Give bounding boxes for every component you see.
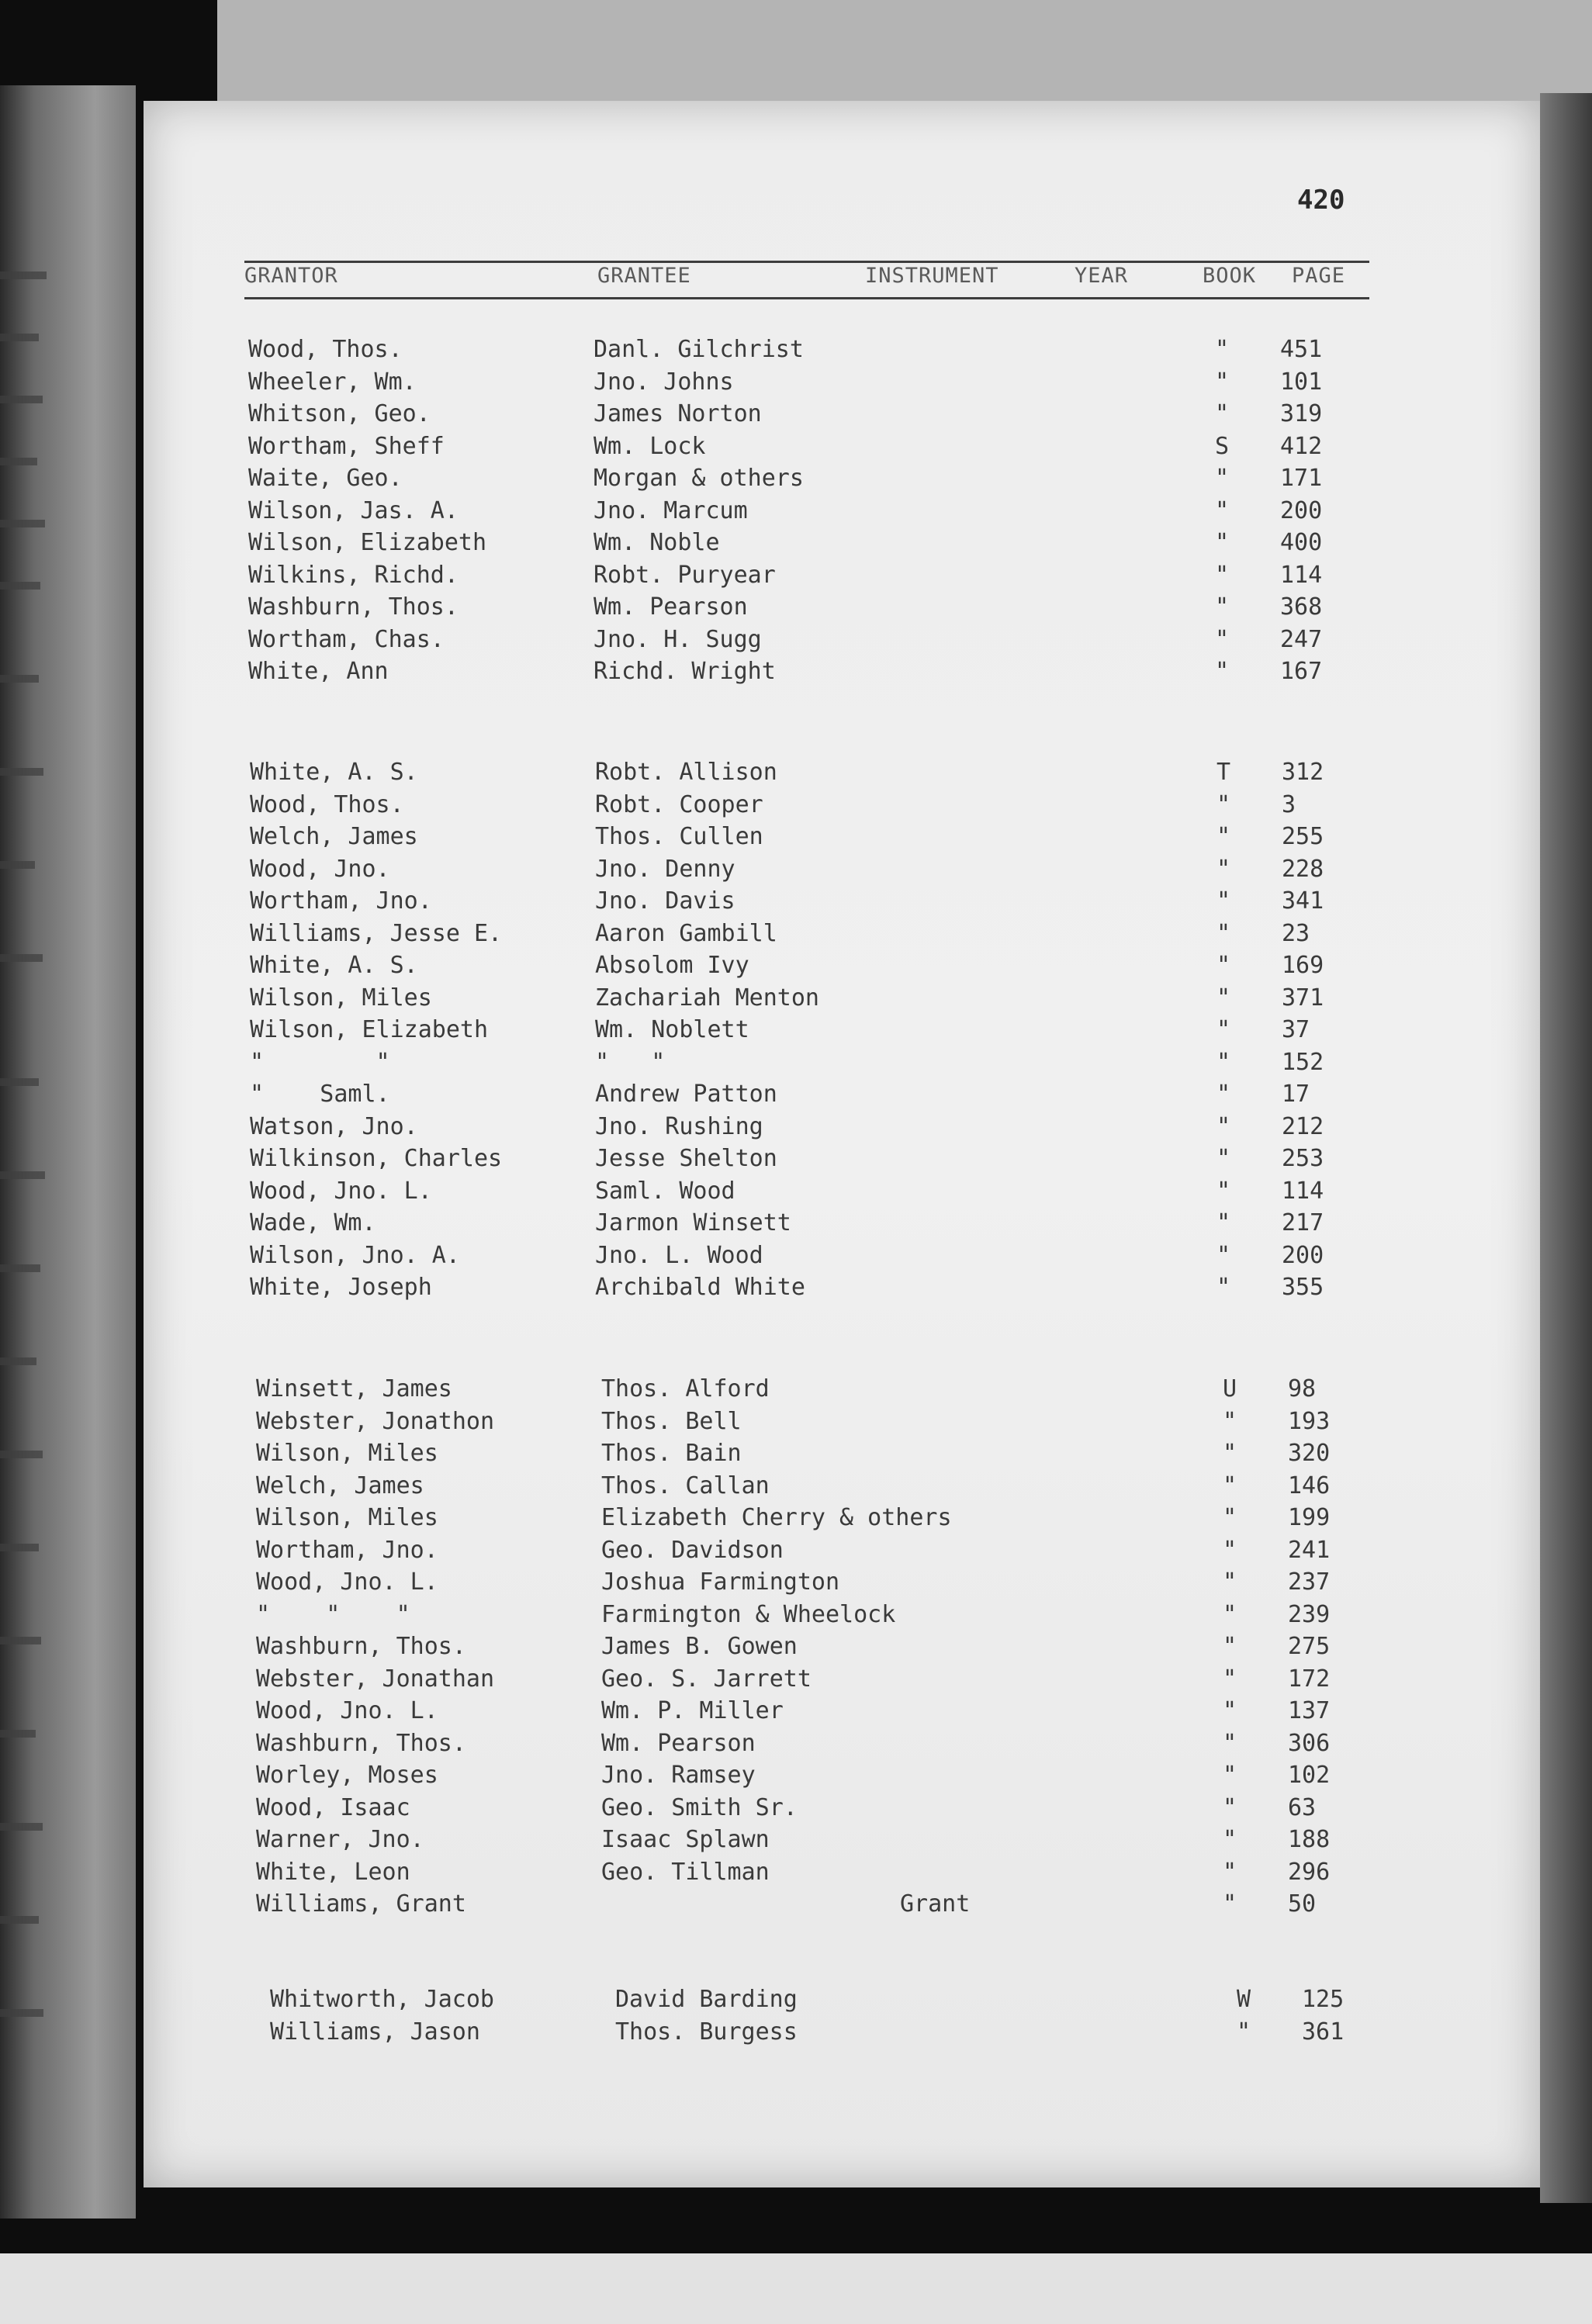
grantor-cell: White, A. S. — [250, 759, 418, 786]
grantor-cell: " " " — [256, 1600, 410, 1628]
book-cell: " — [1222, 1472, 1237, 1499]
entry-group-1 — [248, 336, 1592, 690]
page-cell: 125 — [1302, 1986, 1345, 2013]
grantee-cell: Wm. Lock — [594, 432, 706, 460]
book-cell: S — [1214, 432, 1230, 460]
grantor-cell: Wood, Jno. — [250, 855, 390, 883]
book-cell: " — [1216, 1241, 1231, 1269]
page-cell: 247 — [1280, 625, 1323, 653]
grantor-cell: Wilson, Miles — [256, 1440, 438, 1467]
grantee-cell: Thos. Bell — [601, 1407, 742, 1435]
page-cell: 114 — [1280, 561, 1323, 589]
table-row — [270, 2018, 1592, 2051]
grantor-cell: White, Leon — [256, 1858, 410, 1886]
book-cell: " — [1216, 919, 1231, 947]
book-cell: " — [1216, 1016, 1231, 1043]
page-cell: 193 — [1288, 1407, 1331, 1435]
page-cell: 320 — [1288, 1440, 1331, 1467]
grantee-cell: Jno. Denny — [595, 855, 735, 883]
book-cell: " — [1222, 1890, 1237, 1918]
book-cell: " — [1216, 952, 1231, 979]
grantee-cell: Jno. Ramsey — [601, 1762, 756, 1789]
grantor-cell: Williams, Jason — [270, 2018, 480, 2046]
book-cell: " — [1222, 1729, 1237, 1757]
page-cell: 275 — [1288, 1633, 1331, 1660]
grantee-cell: James B. Gowen — [601, 1633, 798, 1660]
instrument-cell: Grant — [900, 1890, 971, 1918]
table-row — [250, 791, 1592, 824]
grantee-cell: Wm. Pearson — [594, 593, 748, 621]
book-cell: " — [1222, 1697, 1237, 1724]
book-cell: " — [1216, 855, 1231, 883]
page-cell: 368 — [1280, 593, 1323, 621]
page-cell: 237 — [1288, 1568, 1331, 1596]
grantor-cell: Wood, Jno. L. — [256, 1568, 438, 1596]
table-row — [250, 1178, 1592, 1210]
book-cell: " — [1216, 1048, 1231, 1076]
table-row — [250, 1274, 1592, 1306]
table-row — [270, 1986, 1592, 2018]
book-cell: " — [1222, 1826, 1237, 1853]
page-cell: 102 — [1288, 1762, 1331, 1789]
page-cell: 50 — [1288, 1890, 1317, 1918]
grantor-cell: Wilson, Miles — [250, 984, 432, 1012]
book-cell: T — [1216, 759, 1231, 786]
grantor-cell: Wortham, Jno. — [256, 1536, 438, 1564]
table-row — [248, 593, 1592, 626]
page-cell: 400 — [1280, 529, 1323, 556]
table-row — [256, 1697, 1592, 1730]
book-cell: " — [1214, 465, 1230, 492]
grantor-cell: " " — [250, 1048, 390, 1076]
table-row — [250, 1113, 1592, 1146]
page-cell: 296 — [1288, 1858, 1331, 1886]
book-cell: " — [1222, 1407, 1237, 1435]
page-cell: 241 — [1288, 1536, 1331, 1564]
book-cell: " — [1236, 2018, 1251, 2046]
header-instrument: INSTRUMENT — [865, 264, 999, 288]
grantor-cell: Wortham, Sheff — [248, 432, 445, 460]
table-row — [250, 984, 1592, 1017]
grantor-cell: Wilson, Miles — [256, 1504, 438, 1531]
grantor-cell: Wood, Jno. L. — [250, 1177, 432, 1205]
grantee-cell: Thos. Alford — [601, 1375, 770, 1402]
grantor-cell: Whitson, Geo. — [248, 400, 431, 427]
table-row — [256, 1890, 1592, 1923]
grantor-cell: Wood, Thos. — [248, 336, 403, 363]
entry-group-3 — [256, 1375, 1592, 1923]
grantee-cell: Jno. Marcum — [594, 496, 748, 524]
table-row — [248, 433, 1592, 465]
grantor-cell: Welch, James — [256, 1472, 424, 1499]
grantee-cell: Jesse Shelton — [595, 1145, 777, 1172]
grantor-cell: Washburn, Thos. — [256, 1729, 466, 1757]
header-grantor: GRANTOR — [244, 264, 338, 288]
page-cell: 341 — [1282, 887, 1324, 915]
grantee-cell: Jno. Johns — [594, 368, 734, 396]
book-cell: " — [1216, 823, 1231, 850]
book-cell: " — [1222, 1665, 1237, 1693]
book-cell: " — [1214, 625, 1230, 653]
page-cell: 319 — [1280, 400, 1323, 427]
grantor-cell: Wilson, Jno. A. — [250, 1241, 460, 1269]
table-row — [248, 529, 1592, 562]
book-cell: " — [1214, 529, 1230, 556]
header-book: BOOK — [1203, 264, 1257, 288]
book-cell: " — [1216, 1274, 1231, 1301]
table-row — [250, 1242, 1592, 1274]
table-row — [248, 562, 1592, 594]
grantor-cell: White, Joseph — [250, 1274, 432, 1301]
book-cell: " — [1222, 1633, 1237, 1660]
page-cell: 239 — [1288, 1600, 1331, 1628]
grantor-cell: Washburn, Thos. — [256, 1633, 466, 1660]
grantee-cell: Thos. Bain — [601, 1440, 742, 1467]
grantee-cell: David Barding — [615, 1986, 798, 2013]
page-cell: 17 — [1282, 1081, 1310, 1108]
grantee-cell: Jno. L. Wood — [595, 1241, 763, 1269]
page-cell: 167 — [1280, 658, 1323, 685]
table-row — [256, 1826, 1592, 1859]
table-row — [256, 1794, 1592, 1827]
grantee-cell: Farmington & Wheelock — [601, 1600, 896, 1628]
book-cell: " — [1222, 1600, 1237, 1628]
book-cell: " — [1216, 1145, 1231, 1172]
entry-group-2 — [250, 759, 1592, 1306]
page-cell: 98 — [1288, 1375, 1317, 1402]
book-cell: " — [1216, 887, 1231, 915]
page-cell: 212 — [1282, 1112, 1324, 1140]
grantor-cell: Watson, Jno. — [250, 1112, 418, 1140]
book-cell: " — [1214, 400, 1230, 427]
grantor-cell: Washburn, Thos. — [248, 593, 459, 621]
grantee-cell: Jno. Davis — [595, 887, 735, 915]
book-cell: " — [1222, 1858, 1237, 1886]
table-row — [250, 1016, 1592, 1049]
grantor-cell: Wheeler, Wm. — [248, 368, 417, 396]
grantee-cell: Wm. Noble — [594, 529, 720, 556]
grantee-cell: Thos. Callan — [601, 1472, 770, 1499]
page-cell: 312 — [1282, 759, 1324, 786]
table-row — [256, 1440, 1592, 1472]
table-row — [256, 1472, 1592, 1505]
grantor-cell: Wood, Isaac — [256, 1793, 410, 1821]
grantor-cell: Wilson, Elizabeth — [248, 529, 487, 556]
book-cell: " — [1222, 1793, 1237, 1821]
table-row — [256, 1730, 1592, 1762]
grantor-cell: Whitworth, Jacob — [270, 1986, 494, 2013]
book-cell: " — [1216, 790, 1231, 818]
table-row — [256, 1665, 1592, 1698]
grantor-cell: Warner, Jno. — [256, 1826, 424, 1853]
page-cell: 217 — [1282, 1209, 1324, 1236]
page-cell: 3 — [1282, 790, 1296, 818]
book-cell: " — [1222, 1504, 1237, 1531]
table-row — [256, 1568, 1592, 1601]
grantor-cell: Wilkinson, Charles — [250, 1145, 503, 1172]
grantor-cell: Webster, Jonathan — [256, 1665, 495, 1693]
header-page: PAGE — [1292, 264, 1346, 288]
book-cell: " — [1214, 658, 1230, 685]
book-cell: U — [1222, 1375, 1237, 1402]
table-row — [256, 1859, 1592, 1891]
grantee-cell: Absolom Ivy — [595, 952, 749, 979]
grantor-cell: Welch, James — [250, 823, 418, 850]
table-row — [248, 368, 1592, 401]
book-cell: " — [1214, 561, 1230, 589]
grantor-cell: Waite, Geo. — [248, 465, 403, 492]
grantee-cell: Robt. Allison — [595, 759, 777, 786]
table-row — [248, 336, 1592, 368]
book-cell: W — [1236, 1986, 1251, 2013]
grantee-cell: Jno. H. Sugg — [594, 625, 762, 653]
table-row — [250, 759, 1592, 791]
book-cell: " — [1216, 1177, 1231, 1205]
page-cell: 23 — [1282, 919, 1310, 947]
book-cell: " — [1214, 336, 1230, 363]
page-cell: 146 — [1288, 1472, 1331, 1499]
book-cell: " — [1222, 1568, 1237, 1596]
page-cell: 172 — [1288, 1665, 1331, 1693]
grantee-cell: Wm. P. Miller — [601, 1697, 784, 1724]
page-cell: 200 — [1280, 496, 1323, 524]
page-cell: 355 — [1282, 1274, 1324, 1301]
grantee-cell: Robt. Cooper — [595, 790, 763, 818]
grantor-cell: " Saml. — [250, 1081, 390, 1108]
page-cell: 371 — [1282, 984, 1324, 1012]
table-row — [256, 1633, 1592, 1665]
grantee-cell: Wm. Noblett — [595, 1016, 749, 1043]
table-row — [250, 1209, 1592, 1242]
grantee-cell: Jno. Rushing — [595, 1112, 763, 1140]
grantee-cell: Archibald White — [595, 1274, 805, 1301]
page-cell: 101 — [1280, 368, 1323, 396]
entry-group-4 — [270, 1986, 1592, 2050]
grantee-cell: Danl. Gilchrist — [594, 336, 804, 363]
table-row — [250, 887, 1592, 920]
table-row — [250, 1145, 1592, 1178]
grantee-cell: Geo. S. Jarrett — [601, 1665, 812, 1693]
page-cell: 169 — [1282, 952, 1324, 979]
grantor-cell: Wilson, Jas. A. — [248, 496, 459, 524]
table-row — [256, 1601, 1592, 1634]
table-row — [250, 823, 1592, 856]
grantor-cell: Wade, Wm. — [250, 1209, 376, 1236]
grantee-cell: Robt. Puryear — [594, 561, 776, 589]
table-row — [256, 1408, 1592, 1440]
grantee-cell: Thos. Cullen — [595, 823, 763, 850]
grantee-cell: Isaac Splawn — [601, 1826, 770, 1853]
grantee-cell: Zachariah Menton — [595, 984, 819, 1012]
table-row — [250, 920, 1592, 953]
header-year: YEAR — [1075, 264, 1129, 288]
table-row — [250, 1049, 1592, 1081]
grantee-cell: James Norton — [594, 400, 762, 427]
book-cell: " — [1214, 368, 1230, 396]
book-cell: " — [1222, 1536, 1237, 1564]
grantee-cell: Saml. Wood — [595, 1177, 735, 1205]
table-row — [250, 856, 1592, 888]
table-row — [250, 1081, 1592, 1113]
grantor-cell: Wilkins, Richd. — [248, 561, 459, 589]
page-cell: 255 — [1282, 823, 1324, 850]
book-cell: " — [1222, 1762, 1237, 1789]
grantee-cell: Wm. Pearson — [601, 1729, 756, 1757]
grantee-cell: Thos. Burgess — [615, 2018, 798, 2046]
page-number: 420 — [1297, 185, 1345, 216]
page-cell: 361 — [1302, 2018, 1345, 2046]
grantor-cell: White, A. S. — [250, 952, 418, 979]
grantee-cell: Geo. Davidson — [601, 1536, 784, 1564]
grantor-cell: Worley, Moses — [256, 1762, 438, 1789]
table-row — [248, 497, 1592, 530]
page-cell: 253 — [1282, 1145, 1324, 1172]
grantor-cell: Wortham, Chas. — [248, 625, 445, 653]
grantee-cell: Joshua Farmington — [601, 1568, 840, 1596]
book-cell: " — [1214, 593, 1230, 621]
page-cell: 228 — [1282, 855, 1324, 883]
grantor-cell: Williams, Grant — [256, 1890, 466, 1918]
grantor-cell: Wortham, Jno. — [250, 887, 432, 915]
page-cell: 412 — [1280, 432, 1323, 460]
grantor-cell: Wilson, Elizabeth — [250, 1016, 489, 1043]
grantee-cell: Andrew Patton — [595, 1081, 777, 1108]
page-cell: 152 — [1282, 1048, 1324, 1076]
table-row — [256, 1504, 1592, 1537]
page-cell: 171 — [1280, 465, 1323, 492]
page-cell: 306 — [1288, 1729, 1331, 1757]
grantee-cell: Morgan & others — [594, 465, 804, 492]
grantor-cell: Williams, Jesse E. — [250, 919, 503, 947]
grantee-cell: Geo. Tillman — [601, 1858, 770, 1886]
book-cell: " — [1216, 1209, 1231, 1236]
page-cell: 199 — [1288, 1504, 1331, 1531]
header-grantee: GRANTEE — [597, 264, 691, 288]
table-row — [256, 1375, 1592, 1408]
book-cell: " — [1216, 984, 1231, 1012]
page-cell: 137 — [1288, 1697, 1331, 1724]
grantee-cell: Jarmon Winsett — [595, 1209, 791, 1236]
table-row — [248, 465, 1592, 497]
grantee-cell: Elizabeth Cherry & others — [601, 1504, 952, 1531]
grantee-cell: Richd. Wright — [594, 658, 776, 685]
grantee-cell: " " — [595, 1048, 666, 1076]
grantor-cell: White, Ann — [248, 658, 389, 685]
grantee-cell: Aaron Gambill — [595, 919, 777, 947]
page-cell: 188 — [1288, 1826, 1331, 1853]
table-row — [248, 400, 1592, 433]
table-row — [256, 1537, 1592, 1569]
table-row — [256, 1762, 1592, 1794]
grantor-cell: Wood, Jno. L. — [256, 1697, 438, 1724]
book-cell: " — [1222, 1440, 1237, 1467]
page-cell: 63 — [1288, 1793, 1317, 1821]
table-row — [250, 952, 1592, 984]
grantor-cell: Winsett, James — [256, 1375, 452, 1402]
book-cell: " — [1216, 1081, 1231, 1108]
page-cell: 37 — [1282, 1016, 1310, 1043]
table-row — [248, 626, 1592, 659]
page-cell: 114 — [1282, 1177, 1324, 1205]
table-row — [248, 658, 1592, 690]
book-cell: " — [1216, 1112, 1231, 1140]
book-cell: " — [1214, 496, 1230, 524]
grantor-cell: Webster, Jonathon — [256, 1407, 495, 1435]
grantor-cell: Wood, Thos. — [250, 790, 404, 818]
page-cell: 200 — [1282, 1241, 1324, 1269]
page-cell: 451 — [1280, 336, 1323, 363]
grantee-cell: Geo. Smith Sr. — [601, 1793, 798, 1821]
